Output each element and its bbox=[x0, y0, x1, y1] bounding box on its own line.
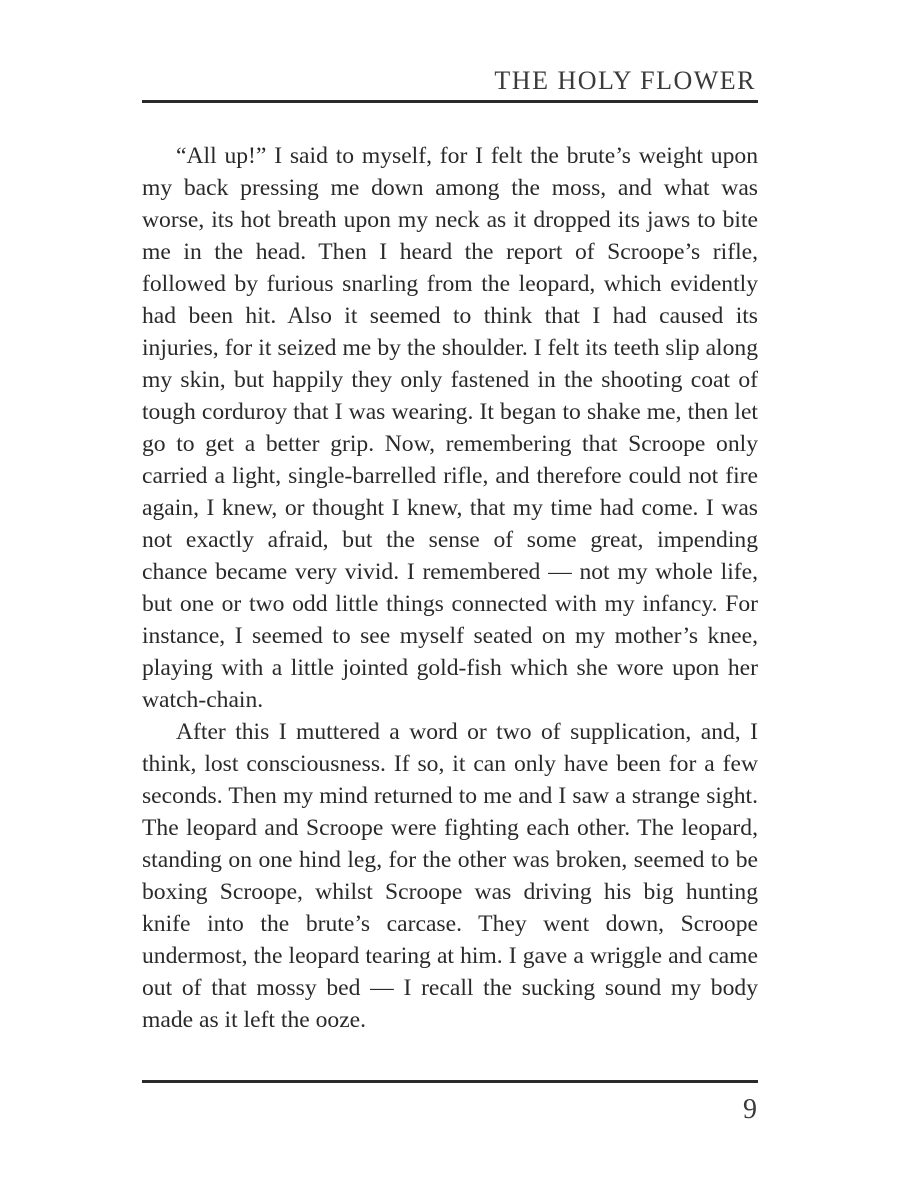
header-rule bbox=[142, 100, 758, 103]
footer-rule bbox=[142, 1080, 758, 1083]
paragraph-2: After this I muttered a word or two of supplication, and, I think, lost consciousness. If so, it can only have been for a few seconds. Then my mind returned to me and I saw a strange sight. The leopard and Scroope were fighting each other. The leopard, standing on one hind leg, for the other was broken, seemed to be boxing Scroope, whilst Scroope was driving his big hunting knife into the brute’s carcase. They went down, Scroope undermost, the leopard tearing at him. I gave a wriggle and came out of that mossy bed — I recall the sucking sound my body made as it left the ooze. bbox=[142, 719, 758, 1033]
page-body bbox=[142, 140, 758, 1036]
running-head-title: THE HOLY FLOWER bbox=[494, 66, 756, 95]
paragraph-1: “All up!” I said to myself, for I felt the brute’s weight upon my back pressing me down among the moss, and what was worse, its hot breath upon my neck as it dropped its jaws to bite me in the head. Then I heard the report of Scroope’s rifle, followed by furious snarling from the leopard, which evidently had been hit. Also it seemed to think that I had caused its injuries, for it seized me by the shoulder. I felt its teeth slip along my skin, but happily they only fastened in the shooting coat of tough corduroy that I was wearing. It began to shake me, then let go to get a better grip. Now, remembering that Scroope only carried a light, single-barrelled rifle, and therefore could not fire again, I knew, or thought I knew, that my time had come. I was not exactly afraid, but the sense of some great, impending chance became very vivid. I remembered — not my whole life, but one or two odd little things connected with my infancy. For instance, I seemed to see myself seated on my mother’s knee, playing with a little jointed gold-fish which she wore upon her watch-chain. bbox=[142, 143, 758, 713]
page-number: 9 bbox=[743, 1094, 757, 1125]
